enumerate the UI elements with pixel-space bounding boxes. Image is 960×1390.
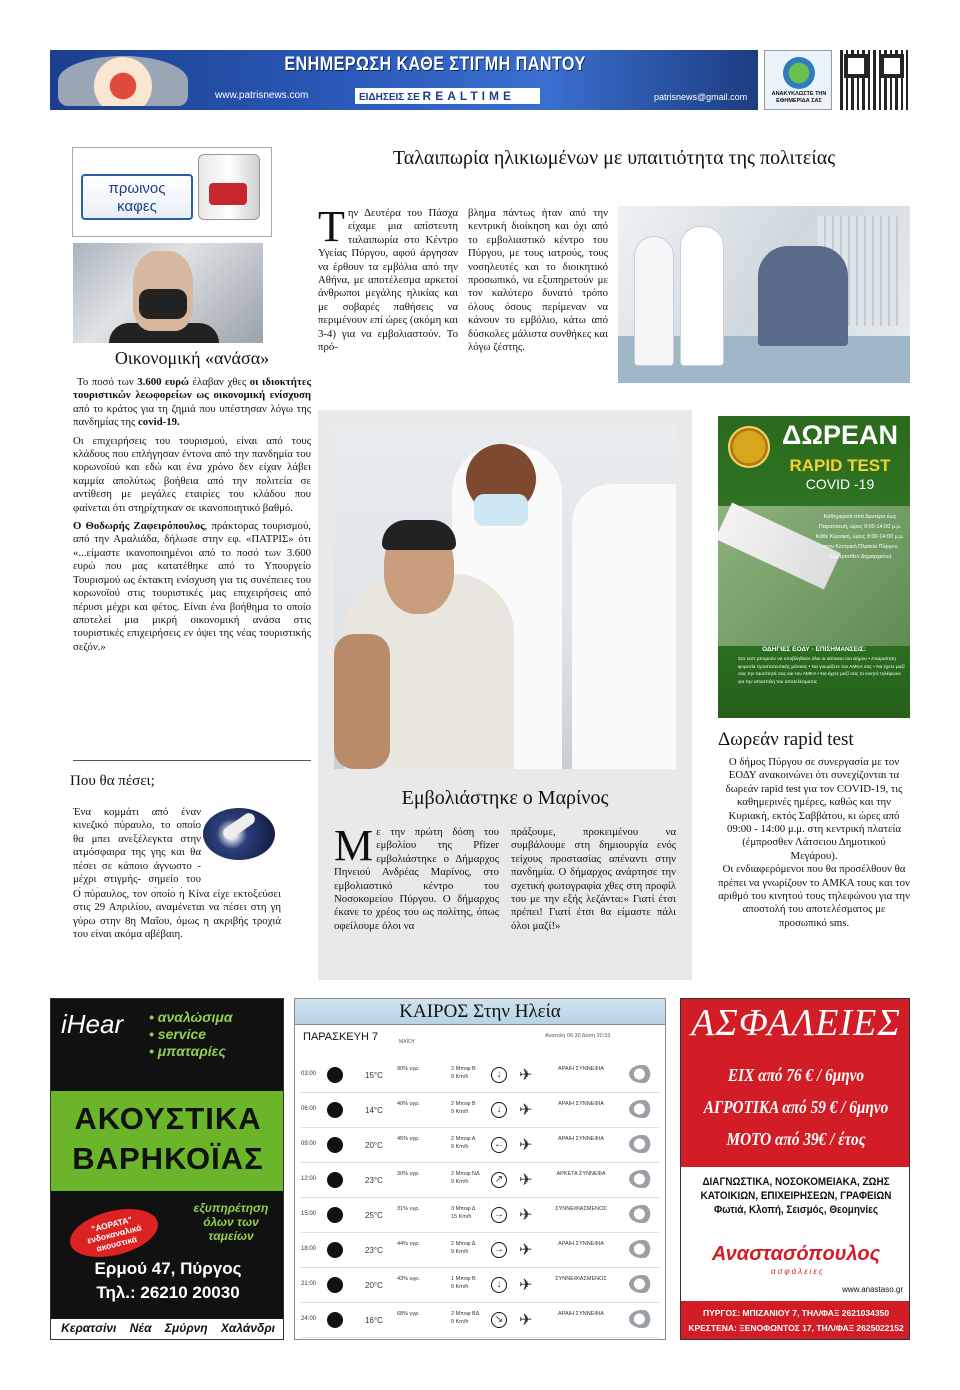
poster-subtitle: RAPID TEST bbox=[789, 456, 891, 475]
rapid-test-poster bbox=[718, 416, 910, 718]
weather-humidity: 90% υγρ. bbox=[397, 1066, 420, 1072]
weather-condition: ΑΡΑΙΗ ΣΥΝΝΕΦΙΑ bbox=[558, 1101, 604, 1107]
rapid-test-title: Δωρεάν rapid test bbox=[718, 729, 854, 750]
weather-time: 18:00 bbox=[301, 1246, 317, 1252]
ihear-headline: ΑΚΟΥΣΤΙΚΑ ΒΑΡΗΚΟΪΑΣ bbox=[51, 1091, 284, 1191]
weather-day: ΠΑΡΑΣΚΕΥΗ 7 bbox=[303, 1031, 379, 1043]
weather-row bbox=[301, 1234, 659, 1268]
weather-temp: 23°C bbox=[365, 1176, 383, 1185]
wind-direction-icon: ↘ bbox=[491, 1312, 507, 1328]
poster-guidelines: Στο τεστ μπορούν να υποβληθούν όλοι οι κάτοικοι του Δήμου • Απαραίτητη φορεσία προστατευτικής μάσκας • Να γνωρίζετε τον ΑΜΚΑ σας • Να έχετε μαζί σας την ταυτότητά σας και τον ΑΜΚΑ • Να έχετε μαζί σας το κινητό τηλέφωνο για την αποστολή του αποτελέσματος bbox=[738, 657, 905, 685]
weather-humidity: 40% υγρ. bbox=[397, 1101, 420, 1107]
weather-row bbox=[301, 1129, 659, 1163]
moon-clock-icon bbox=[327, 1312, 343, 1328]
insurance-ad[interactable] bbox=[680, 998, 910, 1340]
weather-title: ΚΑΙΡΟΣ Στην Ηλεία bbox=[295, 999, 665, 1025]
weather-widget bbox=[294, 998, 666, 1340]
top-banner bbox=[50, 50, 758, 110]
weather-condition: ΑΡΑΙΗ ΣΥΝΝΕΦΙΑ bbox=[558, 1241, 604, 1247]
weather-temp: 23°C bbox=[365, 1246, 383, 1255]
weather-row bbox=[301, 1199, 659, 1233]
moon-clock-icon bbox=[327, 1172, 343, 1188]
insurance-services: ΔΙΑΓΝΩΣΤΙΚΑ, ΝΟΣΟΚΟΜΕΙΑΚΑ, ΖΩΗΣ ΚΑΤΟΙΚΙΩΝ, ΕΠΙΧΕΙΡΗΣΕΩΝ, ΓΡΑΦΕΙΩΝ Φωτιά, Κλοπή, Σεισμός, Θεομηνίες bbox=[700, 1176, 892, 1216]
moon-clock-icon bbox=[327, 1207, 343, 1223]
weather-humidity: 43% υγρ. bbox=[397, 1276, 420, 1282]
banner-site[interactable]: www.patrisnews.com bbox=[215, 90, 309, 101]
qr-code[interactable] bbox=[840, 50, 908, 110]
banner-subtitle: ΕΙΔΗΣΕΙΣ ΣΕ REALTIME bbox=[355, 88, 540, 104]
weather-temp: 20°C bbox=[365, 1281, 383, 1290]
weather-humidity: 45% υγρ. bbox=[397, 1136, 420, 1142]
ihear-logo: iHear bbox=[61, 1009, 124, 1039]
left-article-body: Το ποσό των 3.600 ευρώ έλαβαν χθες οι ιδιοκτήτες τουριστικών λεωφορείων ως οικονομική ενίσχυση από το κράτος για τη ζημιά που υπέστησαν λόγω της πανδημίας της covid-19. Οι επιχειρήσεις του τουρισμού, είναι από τους κλάδους που επλήγησαν έντονα από την πανδημία του κορωνοϊού και εδώ και ένα χρόνο δεν είχαν λάβει καμμία απολύτως βοήθεια από την πολιτεία σε αντίθεση με μεγάλες εταιρίες του κλάδου που φαίνεται ότι στηρίχτηκαν σε ικανοποιητικό βαθμό. Ο Θοδωρής Ζαφειρόπουλος, πράκτορας τουρισμού, από την Αμαλιάδα, δήλωσε στην εφ. «ΠΑΤΡΙΣ» ότι «...είμαστε ικανοποιημένοι από το ποσό των 3.600 ευρώ που μας κατατέθηκε από το Υπουργείο Τουρισμού ως έκτακτη ενίσχυση για τις συνέπειες του κορωνοϊού στις τουριστικές μας επιχειρήσεις από πέρυσι μέχρι και φέτος. Είναι ένα βοήθημα το οποίο αποτελεί μια μικρή οικονομική ανάσα στις τουριστικές επιχειρήσεις εν όψει της νέας τουριστικής σεζόν.» bbox=[73, 376, 311, 653]
recycle-icon bbox=[783, 57, 815, 89]
wind-direction-icon: ↗ bbox=[491, 1172, 507, 1188]
wind-direction-icon: → bbox=[491, 1242, 507, 1258]
kafes-line2: καφες bbox=[117, 198, 157, 215]
wind-vane-icon: ✈ bbox=[519, 1242, 533, 1259]
wind-direction-icon: ↓ bbox=[491, 1067, 507, 1083]
ihear-bullets: • αναλώσιμα • service • μπαταρίες bbox=[149, 1009, 233, 1059]
cloud-icon bbox=[629, 1170, 655, 1188]
cloud-icon bbox=[629, 1240, 655, 1258]
weather-wind: 2 Μποφ Β 9 Km/h bbox=[451, 1066, 476, 1080]
weather-condition: ΑΡΑΙΗ ΣΥΝΝΕΦΙΑ bbox=[558, 1136, 604, 1142]
banner-title: ΕΝΗΜΕΡΩΣΗ ΚΑΘΕ ΣΤΙΓΜΗ ΠΑΝΤΟΥ bbox=[284, 54, 586, 75]
weather-time: 15:00 bbox=[301, 1211, 317, 1217]
marinos-body: Με την πρώτη δόση του εμβολίου της Pfizer εμβολιάστηκε ο Δήμαρχος Πηνειού Ανδρέας Μαρίνος, στο εμβολιαστικό κέντρο του Νοσοκομείου Πύργου. Ο δήμαρχος έκανε το χρέος του ως πολίτης, όπως οφείλουμε όλοι να πράξουμε, προκειμένου να συμβάλουμε στη δημιουργία ενός τείχους προστασίας απέναντι στην πανδημία. Ο δήμαρχος ανάρτησε την σχετική φωτογραφία χθες στη προφίλ του με την εξής λεζάντα:« Γιατί έτσι πρέπει! Γιατί έτσι θα είμαστε πάλι όλοι μαζί!» bbox=[334, 821, 676, 932]
proinos-kafes-logo bbox=[72, 147, 272, 237]
moon-clock-icon bbox=[327, 1137, 343, 1153]
cloud-icon bbox=[629, 1275, 655, 1293]
weather-row bbox=[301, 1269, 659, 1303]
weather-time: 09:00 bbox=[301, 1141, 317, 1147]
rocket-image bbox=[203, 808, 275, 860]
wind-vane-icon: ✈ bbox=[519, 1102, 533, 1119]
weather-humidity: 30% υγρ. bbox=[397, 1171, 420, 1177]
wind-vane-icon: ✈ bbox=[519, 1067, 533, 1084]
pou-title: Που θα πέσει; bbox=[70, 773, 155, 789]
wind-vane-icon: ✈ bbox=[519, 1137, 533, 1154]
coffee-mug-icon bbox=[198, 154, 260, 220]
weather-row bbox=[301, 1059, 659, 1093]
weather-row bbox=[301, 1164, 659, 1198]
photo-man-with-mask bbox=[73, 243, 263, 343]
main-article-body: Την Δευτέρα του Πάσχα είχαμε μια απίστευτη ταλαιπωρία στο Κέντρο Υγείας Πύργου, αφού άργησαν να έρθουν τα εμβόλια από την Αθήνα, με αποτέλεσμα αρκετοί άνθρωποι μεγάλης ηλικίας και με σοβαρές παθήσεις να περιμένουν επί ώρες (ακόμη και 3-4) για να εμβολιαστούν. Το πρό- βλημα πάντως ήταν από την κεντρική διοίκηση και όχι από το εμβολιαστικό κέντρο του Πύργου, με τους ιατρούς, τους νοσηλευτές και το διοικητικό προσωπικό, να εξυπηρετούν με τον καλύτερο δυνατό τρόπο όλους όσους περίμεναν να κάνουν το εμβόλιο, κάτω από δύσκολες μάλιστα συνθήκες και λόγω ζέστης. bbox=[318, 202, 608, 354]
wind-vane-icon: ✈ bbox=[519, 1172, 533, 1189]
weather-row bbox=[301, 1304, 659, 1338]
weather-condition: ΑΡΚΕΤΑ ΣΥΝΝΕΦΑ bbox=[556, 1171, 606, 1177]
insurance-addresses: ΠΥΡΓΟΣ: ΜΠΙΖΑΝΙΟΥ 7, ΤΗΛ/ΦΑΞ 2621034350 ΚΡΕΣΤΕΝΑ: ΞΕΝΟΦΩΝΤΟΣ 17, ΤΗΛ/ΦΑΞ 2625022152 bbox=[681, 1301, 910, 1340]
wind-direction-icon: → bbox=[491, 1207, 507, 1223]
poster-guidelines-title: ΟΔΗΓΙΕΣ ΕΟΔΥ - ΕΠΙΣΗΜΑΝΣΕΙΣ: bbox=[762, 646, 866, 653]
pou-body-bottom: Ο πύραυλος, τον οποίο η Κίνα είχε εκτοξεύσει στις 29 Απριλίου, αναμένεται να πέσει στη γη γύρω στην 8η Μαΐου, όμως η ακριβής τροχιά του είναι ακόμα αβέβαιη. bbox=[73, 888, 281, 941]
weather-condition: ΑΡΑΙΗ ΣΥΝΝΕΦΙΑ bbox=[558, 1066, 604, 1072]
insurance-line-agri: ΑΓΡΟΤΙΚΑ από 59 € / 6μηνο bbox=[703, 1097, 889, 1117]
recycle-text: ΑΝΑΚΥΚΛΩΣΤΕ ΤΗΝ ΕΦΗΜΕΡΙΔΑ ΣΑΣ bbox=[771, 91, 827, 104]
weather-temp: 20°C bbox=[365, 1141, 383, 1150]
weather-condition: ΣΥΝΝΕΦΙΑΣΜΕΝΟΣ bbox=[555, 1276, 607, 1282]
kafes-line1: πρωινος bbox=[108, 180, 166, 197]
insurance-website[interactable]: www.anastaso.gr bbox=[842, 1285, 903, 1294]
ihear-address: Ερμού 47, Πύργος bbox=[94, 1259, 242, 1278]
ihear-badge: "ΑΟΡΑΤΑ" ενδοκαναλικά ακουστικά bbox=[65, 1201, 163, 1265]
weather-humidity: 31% υγρ. bbox=[397, 1206, 420, 1212]
moon-clock-icon bbox=[327, 1242, 343, 1258]
insurance-line-car: ΕΙΧ από 76 € / 6μηνο bbox=[727, 1065, 865, 1085]
photo-marinos-vaccination bbox=[334, 424, 676, 769]
weather-temp: 16°C bbox=[365, 1316, 383, 1325]
pou-body-top: Ένα κομμάτι από έναν κινεζικό πύραυλο, το οποίο θα μπει ανεξέλεγκτα στην ατμόσφαιρα της γης και θα πέσει σε κάποιο άγνωστο - μέχρι στιγμής- σημείο του bbox=[73, 806, 201, 886]
weather-sun-times: Ανατολή 06:30 Δύση 20:33 bbox=[545, 1033, 611, 1039]
photo-vaccination-center bbox=[618, 206, 910, 383]
weather-temp: 25°C bbox=[365, 1211, 383, 1220]
poster-covid: COVID -19 bbox=[805, 476, 875, 492]
weather-temp: 15°C bbox=[365, 1071, 383, 1080]
weather-wind: 2 Μποφ Δ 9 Km/h bbox=[451, 1241, 476, 1255]
weather-month: ΜΑΪΟΥ bbox=[399, 1039, 415, 1045]
marinos-title: Εμβολιάστηκε ο Μαρίνος bbox=[401, 787, 609, 809]
insurance-logo: Αναστασόπουλος bbox=[711, 1243, 881, 1265]
wind-direction-icon: ↓ bbox=[491, 1277, 507, 1293]
wind-direction-icon: ← bbox=[491, 1137, 507, 1153]
weather-wind: 2 Μποφ ΝΔ 9 Km/h bbox=[451, 1171, 480, 1185]
weather-condition: ΑΡΑΙΗ ΣΥΝΝΕΦΙΑ bbox=[558, 1311, 604, 1317]
insurance-title: ΑΣΦΑΛΕΙΕΣ bbox=[691, 1002, 901, 1044]
weather-row bbox=[301, 1094, 659, 1128]
weather-time: 21:00 bbox=[301, 1281, 317, 1287]
dropcap: Τ bbox=[318, 202, 345, 251]
weather-humidity: 68% υγρ. bbox=[397, 1311, 420, 1317]
wind-vane-icon: ✈ bbox=[519, 1207, 533, 1224]
wind-vane-icon: ✈ bbox=[519, 1277, 533, 1294]
main-headline: Ταλαιπωρία ηλικιωμένων με υπαιτιότητα της πολιτείας bbox=[392, 147, 836, 169]
cloud-icon bbox=[629, 1100, 655, 1118]
insurance-logo-sub: ασφάλειες bbox=[771, 1267, 825, 1276]
moon-clock-icon bbox=[327, 1277, 343, 1293]
rapid-test-body: Ο δήμος Πύργου σε συνεργασία με τον ΕΟΔΥ ανακοινώνει ότι συνεχίζονται τα δωρεάν rapid test για τον COVID-19, τις καθημερινές ημέρες, καθώς και την Κυριακή, εκτός Σαββάτου, κι ώρες από 09:00 - 14:00 μ.μ. στη κεντρική πλατεία (έμπροσθεν Λάτσειου Δημοτικού Μεγάρου). Οι ενδιαφερόμενοι που θα προσέλθουν θα πρέπει να γνωρίζουν το ΑΜΚΑ τους και τον αριθμό του κινητού τους τηλεφώνου για την αποστολή του αποτελέσματος με προσωπικό sms. bbox=[718, 756, 910, 929]
cloud-icon bbox=[629, 1135, 655, 1153]
weather-time: 24:00 bbox=[301, 1316, 317, 1322]
weather-time: 06:00 bbox=[301, 1106, 317, 1112]
cloud-icon bbox=[629, 1065, 655, 1083]
wind-direction-icon: ↓ bbox=[491, 1102, 507, 1118]
weather-time: 03:00 bbox=[301, 1071, 317, 1077]
weather-wind: 3 Μποφ Δ 15 Km/h bbox=[451, 1206, 476, 1220]
municipality-seal-icon bbox=[728, 426, 770, 468]
banner-graphic bbox=[58, 56, 188, 106]
cloud-icon bbox=[629, 1310, 655, 1328]
poster-title: ΔΩΡΕΑΝ bbox=[781, 420, 899, 450]
weather-wind: 2 Μποφ ΒΔ 9 Km/h bbox=[451, 1311, 480, 1325]
weather-temp: 14°C bbox=[365, 1106, 383, 1115]
ihear-service: εξυπηρέτηση όλων των ταμείων bbox=[193, 1201, 269, 1243]
weather-wind: 2 Μποφ Β 9 Km/h bbox=[451, 1101, 476, 1115]
left-article-title: Οικονομική «ανάσα» bbox=[114, 348, 270, 368]
wind-vane-icon: ✈ bbox=[519, 1312, 533, 1329]
ihear-ad[interactable] bbox=[50, 998, 284, 1340]
weather-condition: ΣΥΝΝΕΦΙΑΣΜΕΝΟΣ bbox=[555, 1206, 607, 1212]
weather-wind: 1 Μποφ Β 9 Km/h bbox=[451, 1276, 476, 1290]
moon-clock-icon bbox=[327, 1067, 343, 1083]
recycle-logo bbox=[764, 50, 832, 110]
banner-email[interactable]: patrisnews@gmail.com bbox=[654, 92, 748, 102]
weather-time: 12:00 bbox=[301, 1176, 317, 1182]
divider bbox=[73, 760, 311, 761]
weather-humidity: 44% υγρ. bbox=[397, 1241, 420, 1247]
cloud-icon bbox=[629, 1205, 655, 1223]
insurance-line-moto: ΜΟΤΟ από 39€ / έτος bbox=[726, 1129, 866, 1149]
ihear-phone: Τηλ.: 26210 20030 bbox=[96, 1283, 240, 1302]
weather-wind: 2 Μποφ Α 9 Km/h bbox=[451, 1136, 476, 1150]
ihear-towns: Κερατσίνι Νέα Σμύρνη Χαλάνδρι bbox=[61, 1321, 275, 1335]
moon-clock-icon bbox=[327, 1102, 343, 1118]
poster-info: Καθημερινά από Δευτέρα έως Παρασκευή, ώρες 9:00-14:00 μ.μ. Κάθε Κυριακή, ώρες 9:00-14:00 μ.μ. στην Κεντρική Πλατεία Πύργου (Έμπροσθεν Δημαρχείου) bbox=[815, 514, 905, 560]
